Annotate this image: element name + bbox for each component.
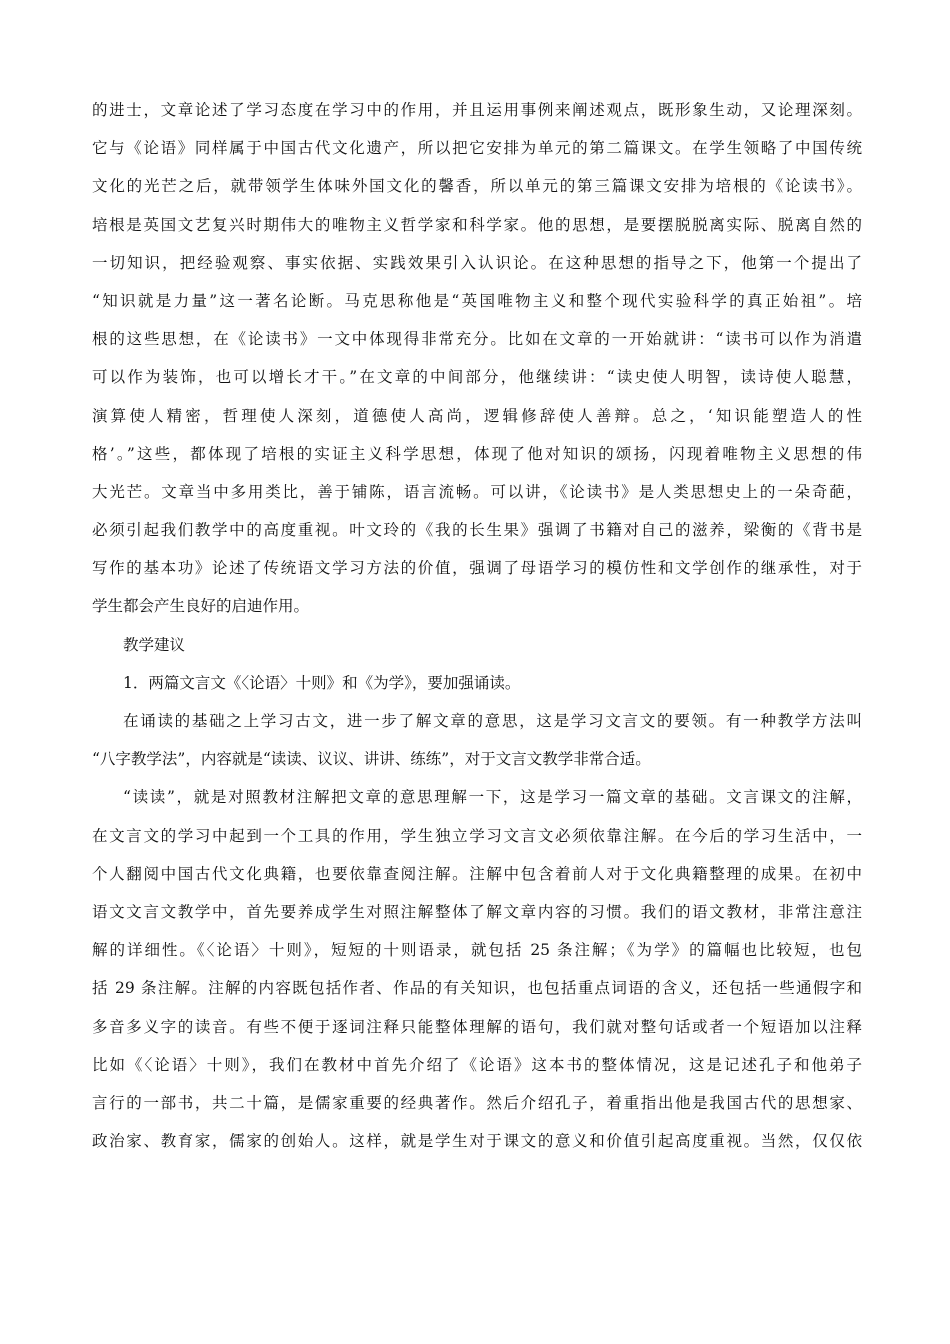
text-line: 语文文言文教学中，首先要养成学生对照注解整体了解文章内容的习惯。我们的语文教材，非常注意注: [92, 902, 862, 921]
text-line: 政治家、教育家，儒家的创始人。这样，就是学生对于课文的意义和价值引起高度重视。当然，仅仅依: [92, 1132, 862, 1151]
document-page: [92, 91, 862, 1160]
text-line: 文化的光芒之后，就带领学生体味外国文化的馨香，所以单元的第三篇课文安排为培根的《论读书》。: [92, 177, 862, 196]
section-heading: 教学建议: [123, 635, 186, 654]
text-line: 必须引起我们教学中的高度重视。叶文玲的《我的长生果》强调了书籍对自己的滋养，梁衡的《背书是: [92, 521, 862, 540]
text-line: 解的详细性。《〈论语〉十则》，短短的十则语录，就包括 25 条注解；《为学》的篇幅也比较短，也包: [92, 941, 862, 960]
text-line: 括 29 条注解。注解的内容既包括作者、作品的有关知识，也包括重点词语的含义，还包括一些通假字和: [92, 979, 862, 998]
text-line: 比如《〈论语〉十则》，我们在教材中首先介绍了《论语》这本书的整体情况，这是记述孔子和他弟子: [92, 1055, 862, 1074]
text-line: 在诵读的基础之上学习古文，进一步了解文章的意思，这是学习文言文的要领。有一种教学方法叫: [123, 712, 862, 730]
text-line: 言行的一部书，共二十篇，是儒家重要的经典著作。然后介绍孔子，着重指出他是我国古代的思想家、: [92, 1093, 862, 1112]
text-line: 培根是英国文艺复兴时期伟大的唯物主义哲学家和科学家。他的思想，是要摆脱脱离实际、脱离自然的: [92, 215, 862, 234]
text-line: 在文言文的学习中起到一个工具的作用，学生独立学习文言文必须依靠注解。在今后的学习生活中，一: [92, 826, 862, 845]
text-line: 它与《论语》同样属于中国古代文化遗产，所以把它安排为单元的第二篇课文。在学生领略了中国传统: [92, 139, 862, 158]
text-line: 演算使人精密，哲理使人深刻，道德使人高尚，逻辑修辞使人善辩。总之，‘知识能塑造人的性: [92, 406, 862, 425]
text-line: 学生都会产生良好的启迪作用。: [92, 597, 310, 616]
numbered-point: 1．两篇文言文《〈论语〉十则》和《为学》，要加强诵读。: [123, 673, 521, 692]
text-line: 个人翻阅中国古代文化典籍，也要依靠查阅注解。注解中包含着前人对于文化典籍整理的成果。在初中: [92, 864, 862, 883]
text-line: 写作的基本功》论述了传统语文学习方法的价值，强调了母语学习的模仿性和文学创作的继承性，对于: [92, 559, 862, 578]
text-line: “八字教学法”，内容就是“读读、议议、讲讲、练练”，对于文言文教学非常合适。: [92, 750, 651, 769]
text-line: 大光芒。文章当中多用类比，善于铺陈，语言流畅。可以讲，《论读书》是人类思想史上的一朵奇葩，: [92, 482, 862, 501]
text-line: 多音多义字的读音。有些不便于逐词注释只能整体理解的语句，我们就对整句话或者一个短语加以注释: [92, 1017, 862, 1036]
text-line: “读读”，就是对照教材注解把文章的意思理解一下，这是学习一篇文章的基础。文言课文的注解，: [123, 788, 862, 807]
text-line: 的进士，文章论述了学习态度在学习中的作用，并且运用事例来阐述观点，既形象生动，又论理深刻。: [92, 101, 862, 119]
text-line: 可以作为装饰，也可以增长才干。”在文章的中间部分，他继续讲：“读史使人明智，读诗使人聪慧，: [92, 368, 862, 387]
text-line: “知识就是力量”这一著名论断。马克思称他是“英国唯物主义和整个现代实验科学的真正始祖”。培: [92, 291, 862, 310]
text-line: 格’。”这些，都体现了培根的实证主义科学思想，体现了他对知识的颂扬，闪现着唯物主义思想的伟: [92, 444, 862, 463]
text-line: 一切知识，把经验观察、事实依据、实践效果引入认识论。在这种思想的指导之下，他第一个提出了: [92, 253, 862, 272]
text-line: 根的这些思想，在《论读书》一文中体现得非常充分。比如在文章的一开始就讲：“读书可以作为消遣: [92, 330, 862, 349]
